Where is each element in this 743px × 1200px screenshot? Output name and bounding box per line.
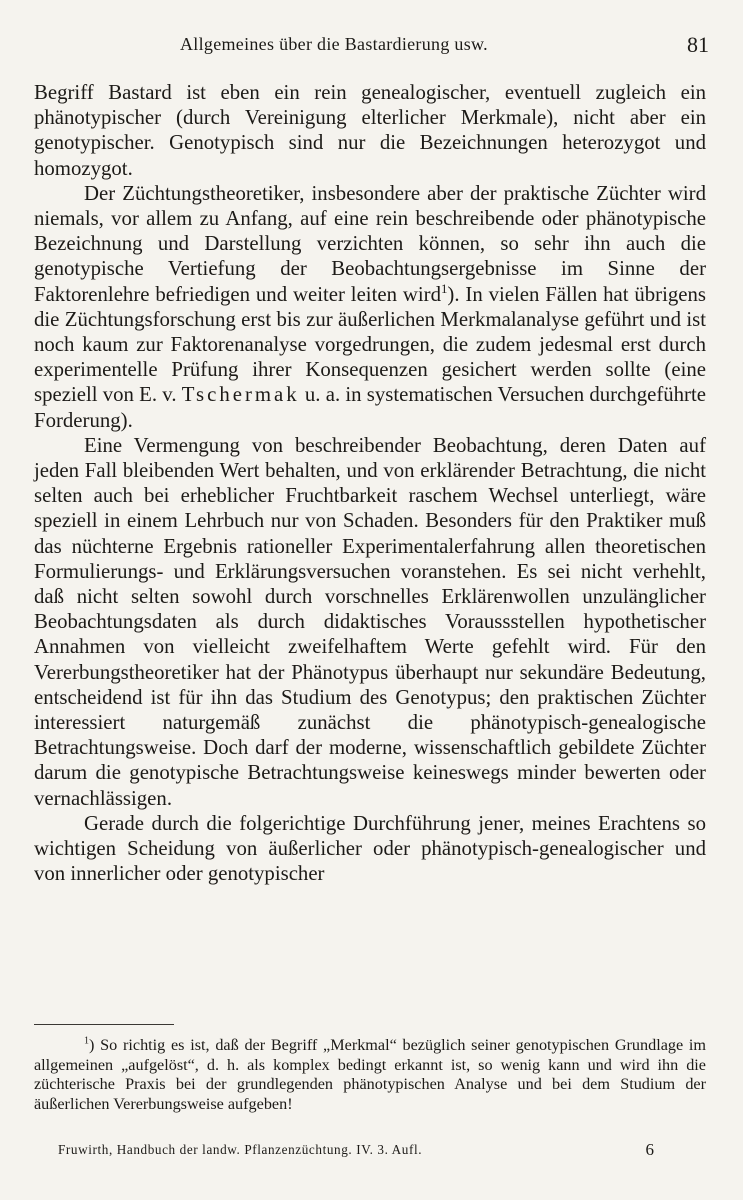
- footnote-number: 1: [84, 1035, 90, 1047]
- signature-mark: 6: [645, 1140, 654, 1159]
- paragraph-4: Gerade durch die folgerichtige Durchführung jener, meines Erachtens so wichtigen Scheidung von äußerlicher oder phänotypisch-genealogischer und von innerlicher oder genotypischer: [34, 811, 706, 886]
- page-number: 81: [687, 32, 709, 57]
- paragraph-2-text: Der Züchtungstheoretiker, insbesondere aber der praktische Züchter wird niemals, vor allem zu Anfang, auf eine rein beschreibende oder phänotypische Bezeichnung und Darstellung verzichten können, so sehr ihn auch die genotypische Vertiefung der Beobachtungsergebnisse im Sinne der Faktorenlehre befriedigen und weiter leiten wird: [34, 181, 706, 306]
- footer-citation: Fruwirth, Handbuch der landw. Pflanzenzüchtung. IV. 3. Aufl.: [58, 1142, 423, 1157]
- footnote-marker: 1: [440, 281, 448, 296]
- running-title: Allgemeines über die Bastardierung usw.: [180, 34, 488, 54]
- footnote-rule: [34, 1024, 174, 1025]
- page-footer: [34, 1142, 709, 1162]
- running-head: [34, 34, 709, 60]
- paragraph-2-continuation: ). In vielen Fällen hat übrigens die Züchtungsforschung erst bis zur äußerlichen Merkmalanalyse geführt und ist noch kaum zur Faktorenanalyse vorgedrungen, die zudem jedesmal erst durch experimentelle Prüfung ihrer Konsequenzen gesichert werden sollte (eine speziell von E. v.: [34, 282, 706, 407]
- footnote-text: ) So richtig es ist, daß der Begriff „Merkmal“ bezüglich seiner genotypischen Grundlage im allgemeinen „aufgelöst“, d. h. als komplex bedingt erkannt ist, so wenig kann und wird ihn die züchterische Praxis bei der grundlegenden phänotypischen Analyse und bei dem Studium der äußerlichen Vererbungsweise aufgeben!: [34, 1036, 706, 1113]
- footnotes: [34, 1036, 706, 1114]
- paragraph-3: Eine Vermengung von beschreibender Beobachtung, deren Daten auf jeden Fall bleibenden Wert behalten, und von erklärender Betrachtung, die nicht selten auch bei erheblicher Fruchtbarkeit raschem Wechsel unterliegt, wäre speziell in einem Lehrbuch nur von Schaden. Besonders für den Praktiker muß das nüchterne Ergebnis rationeller Experimentalerfahrung allen theoretischen Formulierungs- und Erklärungsversuchen voranstehen. Es sei nicht verhehlt, daß nicht selten sowohl durch vorschnelles Erklärenwollen unzulänglicher Beobachtungsdaten als durch didaktisches Voraussstellen hypothetischer Annahmen von vielleicht zweifelhaftem Werte gefehlt wird. Für den Vererbungstheoretiker hat der Phänotypus überhaupt nur sekundäre Bedeutung, entscheidend ist für ihn das Studium des Genotypus; den praktischen Züchter interessiert naturgemäß zunächst die phänotypisch-genealogische Betrachtungsweise. Doch darf der moderne, wissenschaftlich gebildete Züchter darum die genotypische Betrachtungsweise keineswegs minder bewerten oder vernachlässigen.: [34, 433, 706, 810]
- paragraph-2: [34, 181, 706, 433]
- author-name: Tschermak: [181, 383, 300, 407]
- footnote-1: [34, 1036, 706, 1114]
- paragraph-1: Begriff Bastard ist eben ein rein genealogischer, eventuell zugleich ein phänotypischer (durch Vereinigung elterlicher Merkmale), nicht aber ein genotypischer. Genotypisch sind nur die Bezeichnungen heterozygot und homozygot.: [34, 81, 706, 180]
- paragraph-2-ending: u. a. in systematischen Versuchen durchgeführte Forderung).: [34, 383, 706, 432]
- body-text: [34, 80, 706, 887]
